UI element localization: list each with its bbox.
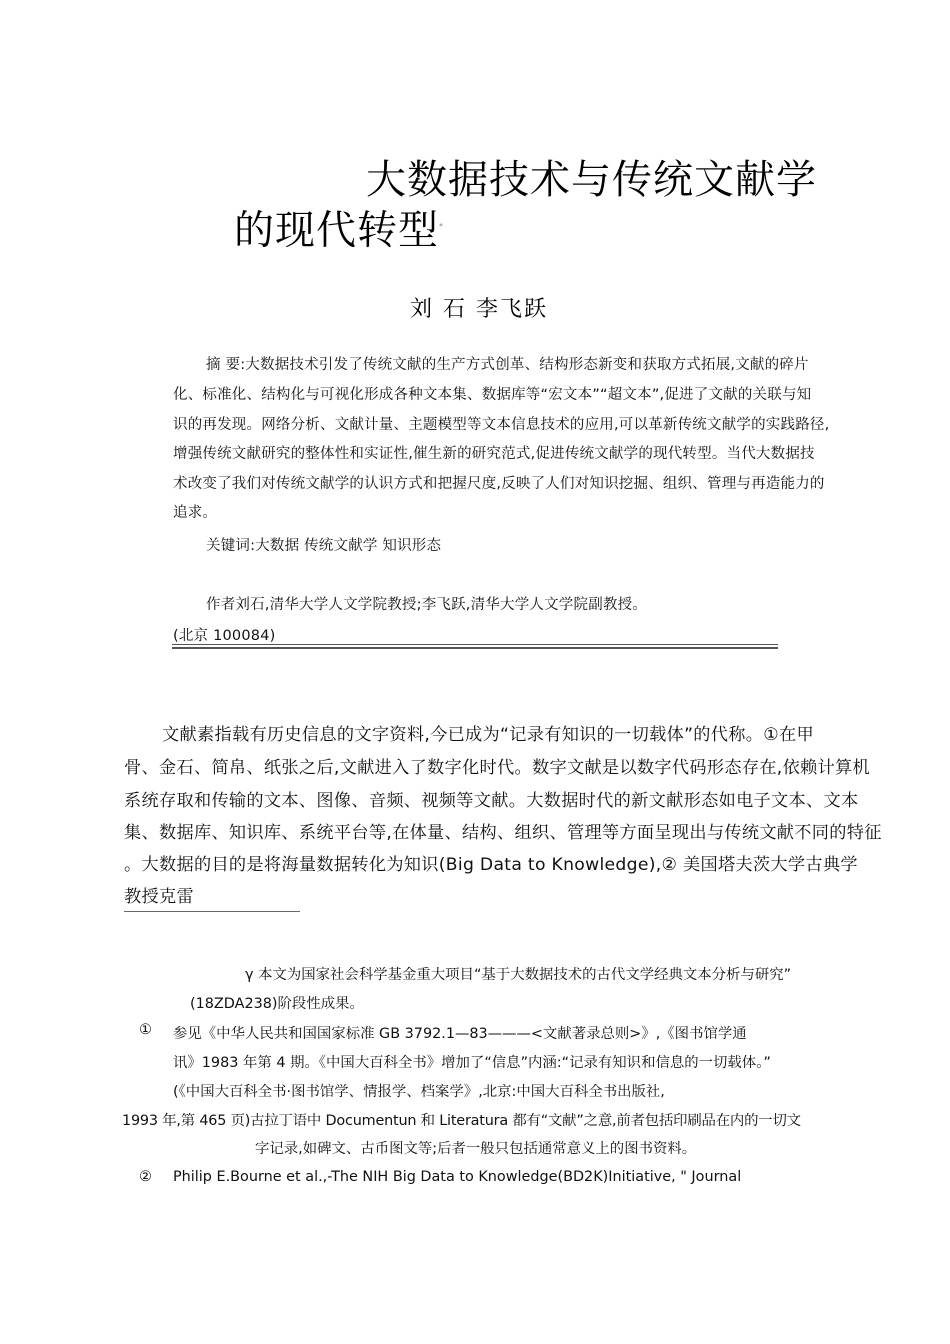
title-line-2 <box>234 203 444 254</box>
footnote-line: Philip E.Bourne et al.,-The NIH Big Data to Knowledge(BD2K)Initiative, " Journal <box>173 1169 742 1185</box>
author-address: (北京 100084) <box>173 628 276 644</box>
footnote-line: 参见《中华人民共和国国家标准 GB 3792.1—83———<文献著录总则>》,《图书馆学通 <box>173 1026 747 1042</box>
footnote-marker: ② <box>139 1169 152 1185</box>
abstract-line: 增强传统文献研究的整体性和实证性,催生新的研究范式,促进传统文献学的现代转型。当代大数据技 <box>173 446 815 462</box>
body-line: 教授克雷 <box>124 887 194 907</box>
abstract-divider <box>172 644 778 649</box>
title-footnote-mark: * <box>439 222 444 231</box>
abstract-line: 化、标准化、结构化与可视化形成各种文本集、数据库等“宏文本”“超文本”,促进了文献的关联与知 <box>173 387 812 403</box>
footnote-line: 字记录,如碑文、古币图文等;后者一般只包括通常意义上的图书资料。 <box>255 1141 697 1157</box>
author-info: 作者刘石,清华大学人文学院教授;李飞跃,清华大学人文学院副教授。 <box>206 597 648 613</box>
keywords: 关键词:大数据 传统文献学 知识形态 <box>206 538 442 554</box>
abstract-line: 追求。 <box>173 505 218 521</box>
body-line: 集、数据库、知识库、系统平台等,在体量、结构、组织、管理等方面呈现出与传统文献不同的特征 <box>124 823 882 843</box>
footnote-line: (18ZDA238)阶段性成果。 <box>190 996 364 1012</box>
footnote-line: 1993 年,第 465 页)古拉丁语中 Documentun 和 Literatura 都有“文献”之意,前者包括印刷品在内的一切文 <box>122 1113 801 1129</box>
abstract-line: 识的再发现。网络分析、文献计量、主题模型等文本信息技术的应用,可以革新传统文献学的实践路径, <box>173 417 830 433</box>
body-line: 文献素指载有历史信息的文字资料,今已成为“记录有知识的一切载体”的代称。①在甲 <box>162 725 814 745</box>
footnote-divider <box>124 911 300 912</box>
title-line-1: 大数据技术与传统文献学 <box>366 157 817 203</box>
body-line: 。大数据的目的是将海量数据转化为知识(Big Data to Knowledge),② 美国塔夫茨大学古典学 <box>124 855 858 875</box>
authors: 刘 石 李飞跃 <box>410 297 548 322</box>
abstract-line: 术改变了我们对传统文献学的认识方式和把握尺度,反映了人们对知识挖掘、组织、管理与再造能力的 <box>173 476 825 492</box>
footnote-line: 讯》1983 年第 4 期。《中国大百科全书》增加了“信息”内涵:“记录有知识和信息的一切载体。” <box>173 1055 771 1071</box>
body-line: 系统存取和传输的文本、图像、音频、视频等文献。大数据时代的新文献形态如电子文本、文本 <box>124 791 859 811</box>
footnote-line: γ 本文为国家社会科学基金重大项目“基于大数据技术的古代文学经典文本分析与研究” <box>245 967 792 983</box>
footnote-line: (《中国大百科全书·图书馆学、情报学、档案学》,北京:中国大百科全书出版社, <box>173 1084 665 1100</box>
title-line-2-text: 的现代转型 <box>234 207 439 254</box>
body-line: 骨、金石、简帛、纸张之后,文献进入了数字化时代。数字文献是以数字代码形态存在,依赖计算机 <box>124 758 871 778</box>
abstract-line: 摘 要:大数据技术引发了传统文献的生产方式创革、结构形态新变和获取方式拓展,文献的碎片 <box>206 357 809 373</box>
footnote-marker: ① <box>139 1022 152 1038</box>
